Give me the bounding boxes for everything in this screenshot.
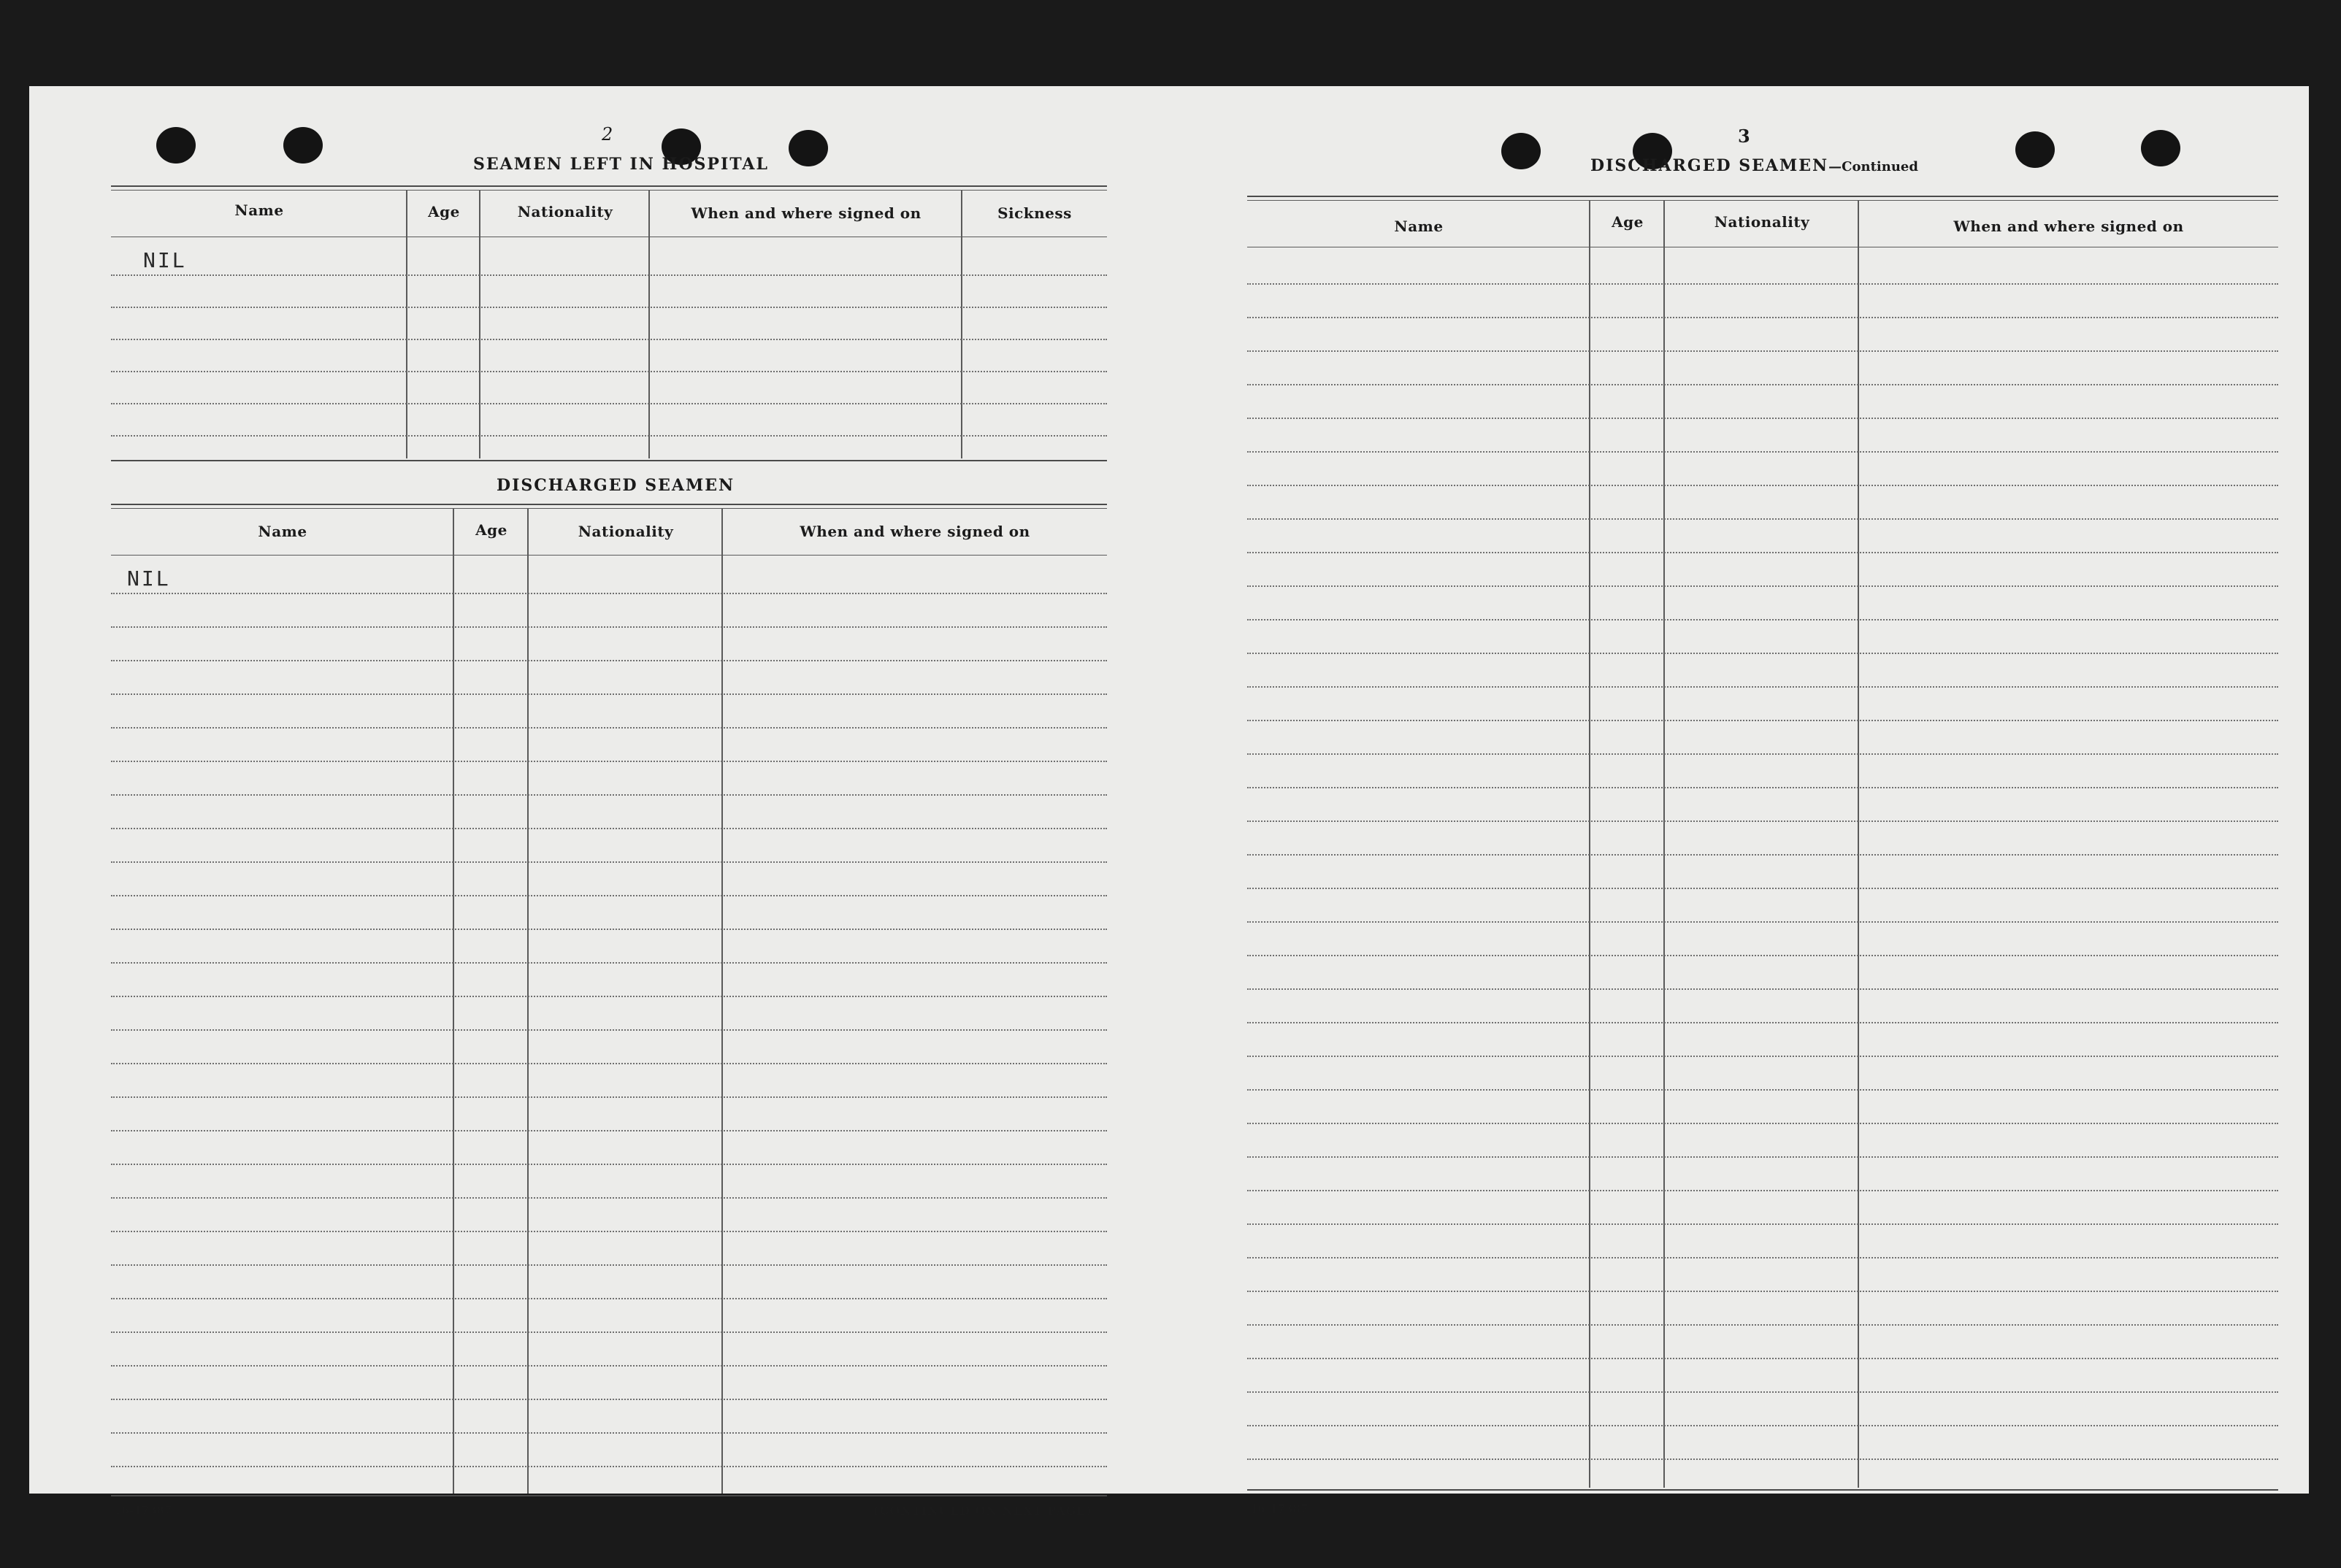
discharged-divider: [527, 508, 529, 1494]
discharged-row-line: [111, 761, 1107, 762]
discharged-row-line: [111, 1432, 1107, 1434]
right-row-line: [1247, 921, 2278, 923]
right-row-line: [1247, 1358, 2278, 1359]
right-page-number: 3: [1738, 126, 1750, 147]
right-col-signed-on: When and where signed on: [1953, 218, 2184, 235]
right-col-name: Name: [1394, 218, 1444, 235]
right-top-rule-2: [1247, 200, 2278, 201]
right-row-line: [1247, 283, 2278, 285]
right-top-rule: [1247, 196, 2278, 197]
discharged-row-line: [111, 895, 1107, 896]
right-row-line: [1247, 451, 2278, 453]
hospital-col-signed-on: When and where signed on: [691, 204, 922, 222]
right-row-line: [1247, 418, 2278, 419]
discharged-divider: [453, 508, 454, 1494]
discharged-bottom-rule: [111, 1495, 1107, 1496]
right-row-line: [1247, 787, 2278, 788]
right-row-line: [1247, 384, 2278, 385]
right-row-line: [1247, 653, 2278, 654]
discharged-col-name: Name: [258, 523, 307, 540]
discharged-header-underline: [111, 555, 1107, 556]
right-divider: [1589, 200, 1590, 1488]
discharged-entry-name: NIL: [127, 566, 171, 591]
discharged-divider: [721, 508, 723, 1494]
right-row-line: [1247, 1089, 2278, 1091]
punch-hole: [2141, 130, 2180, 166]
punch-hole: [2015, 131, 2055, 168]
right-row-line: [1247, 485, 2278, 486]
right-row-line: [1247, 619, 2278, 620]
discharged-section-title: DISCHARGED SEAMEN: [497, 476, 735, 495]
discharged-row-line: [111, 1298, 1107, 1299]
discharged-row-line: [111, 1096, 1107, 1098]
right-row-line: [1247, 1257, 2278, 1258]
right-row-line: [1247, 753, 2278, 755]
right-row-line: [1247, 1123, 2278, 1124]
left-page-number: 2: [602, 124, 613, 145]
discharged-row-line: [111, 1399, 1107, 1400]
right-section-title: [1590, 156, 1918, 175]
discharged-row-line: [111, 1331, 1107, 1333]
hospital-row-line: [111, 371, 1107, 372]
right-row-line: [1247, 854, 2278, 856]
right-row-line: [1247, 1324, 2278, 1326]
discharged-col-signed-on: When and where signed on: [800, 523, 1030, 540]
continued-note: (CONTINUED ON NEXT PAGE): [873, 1504, 1093, 1518]
discharged-row-line: [111, 794, 1107, 796]
hospital-row-line: [111, 339, 1107, 340]
right-row-line: [1247, 1391, 2278, 1393]
discharged-row-line: [111, 1231, 1107, 1232]
hospital-row-line: [111, 435, 1107, 437]
hospital-col-age: Age: [428, 203, 460, 220]
hospital-row-line: [111, 274, 1107, 276]
discharged-row-line: [111, 929, 1107, 930]
hospital-divider: [961, 190, 962, 458]
right-row-line: [1247, 988, 2278, 990]
hospital-col-sickness: Sickness: [997, 204, 1072, 222]
right-row-line: [1247, 350, 2278, 352]
right-section-title-text: DISCHARGED SEAMEN: [1590, 156, 1829, 175]
punch-hole: [283, 127, 323, 164]
hospital-entry-name: NIL: [143, 248, 187, 272]
right-row-line: [1247, 820, 2278, 822]
punch-hole: [1501, 133, 1541, 169]
hospital-divider: [479, 190, 480, 458]
discharged-row-line: [111, 660, 1107, 661]
hospital-row-line: [111, 307, 1107, 308]
discharged-col-nationality: Nationality: [578, 523, 674, 540]
hospital-col-nationality: Nationality: [517, 203, 613, 220]
hospital-section-title: SEAMEN LEFT IN HOSPITAL: [473, 155, 769, 174]
right-row-line: [1247, 317, 2278, 318]
ledger-paper: [29, 86, 2309, 1518]
right-col-age: Age: [1612, 213, 1644, 231]
discharged-row-line: [111, 962, 1107, 964]
right-bottom-rule: [1247, 1489, 2278, 1491]
right-divider: [1663, 200, 1665, 1488]
discharged-row-line: [111, 1063, 1107, 1064]
punch-hole: [789, 130, 828, 166]
right-col-nationality: Nationality: [1714, 213, 1810, 231]
discharged-row-line: [111, 1029, 1107, 1031]
discharged-row-line: [111, 1164, 1107, 1165]
discharged-top-rule-2: [111, 508, 1107, 509]
right-row-line: [1247, 552, 2278, 553]
discharged-row-line: [111, 593, 1107, 594]
right-row-line: [1247, 1190, 2278, 1191]
discharged-row-line: [111, 1365, 1107, 1367]
hospital-bottom-rule: [111, 460, 1107, 461]
discharged-row-line: [111, 693, 1107, 695]
left-form-number: 16-17387: [114, 1504, 172, 1517]
right-row-line: [1247, 686, 2278, 688]
discharged-col-age: Age: [475, 521, 507, 539]
discharged-row-line: [111, 861, 1107, 863]
right-form-number: 16-17387: [1250, 1502, 1309, 1515]
discharged-row-line: [111, 1264, 1107, 1266]
right-row-line: [1247, 955, 2278, 956]
discharged-row-line: [111, 1466, 1107, 1467]
right-section-title-suffix: —Continued: [1828, 159, 1918, 174]
hospital-divider: [648, 190, 650, 458]
discharged-row-line: [111, 1130, 1107, 1131]
hospital-col-name: Name: [234, 201, 284, 219]
right-divider: [1858, 200, 1859, 1488]
discharged-row-line: [111, 727, 1107, 729]
right-row-line: [1247, 1425, 2278, 1426]
right-row-line: [1247, 888, 2278, 889]
discharged-top-rule: [111, 504, 1107, 505]
punch-hole: [156, 127, 196, 164]
right-row-line: [1247, 1156, 2278, 1158]
right-row-line: [1247, 585, 2278, 587]
right-row-line: [1247, 1291, 2278, 1292]
right-row-line: [1247, 1223, 2278, 1225]
hospital-divider: [406, 190, 407, 458]
right-row-line: [1247, 720, 2278, 721]
right-row-line: [1247, 1459, 2278, 1460]
discharged-row-line: [111, 626, 1107, 628]
right-row-line: [1247, 518, 2278, 520]
hospital-top-rule-2: [111, 190, 1107, 191]
hospital-top-rule: [111, 185, 1107, 187]
hospital-row-line: [111, 403, 1107, 404]
right-row-line: [1247, 1022, 2278, 1023]
right-row-line: [1247, 1056, 2278, 1057]
discharged-row-line: [111, 996, 1107, 997]
discharged-row-line: [111, 1197, 1107, 1199]
discharged-row-line: [111, 828, 1107, 829]
